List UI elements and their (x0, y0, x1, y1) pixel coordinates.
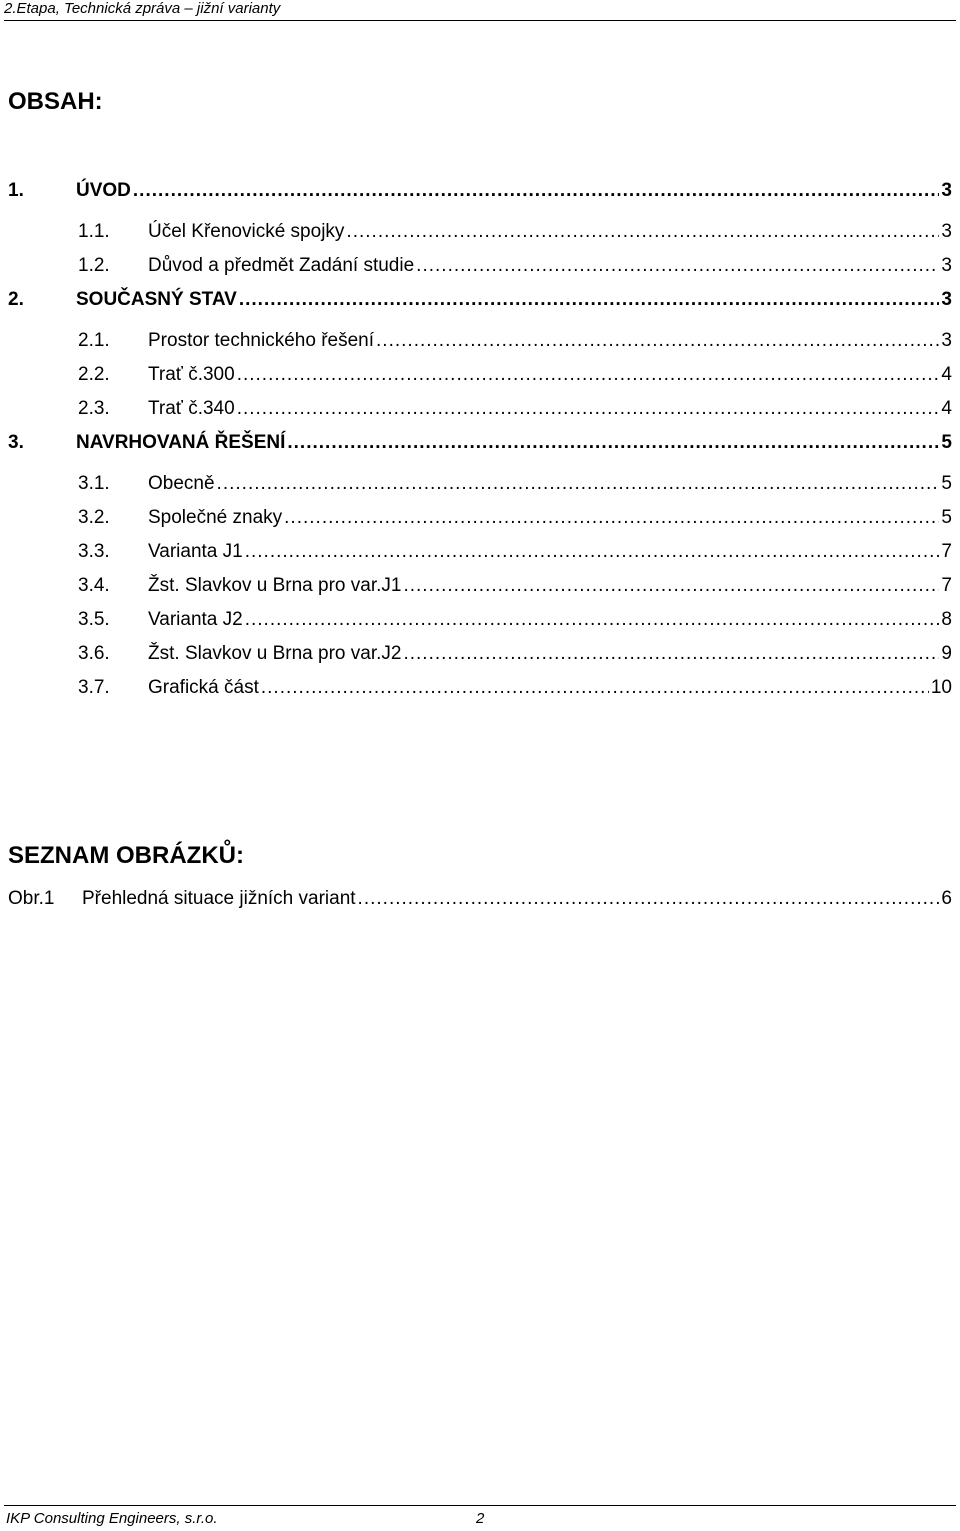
toc-entry[interactable] (8, 575, 952, 609)
figure-entry-page: 6 (941, 888, 952, 909)
toc-entry-title: ÚVOD (76, 180, 131, 201)
toc-leader-dots (284, 507, 939, 529)
figure-entry-title: Přehledná situace jižních variant (82, 888, 356, 909)
toc-entry[interactable] (8, 330, 952, 364)
toc-entry-title: Důvod a předmět Zadání studie (148, 255, 415, 276)
toc-entry-page: 10 (930, 677, 952, 698)
toc-entry-page: 8 (941, 609, 952, 630)
toc-entry-number: 3.1. (78, 473, 110, 494)
toc-entry-page: 3 (941, 330, 952, 351)
toc-entry-page: 9 (941, 643, 952, 664)
toc-leader-dots (245, 609, 940, 631)
toc-entry-title: Žst. Slavkov u Brna pro var.J1 (148, 575, 402, 596)
toc-entry[interactable] (8, 398, 952, 432)
toc-entry[interactable] (8, 473, 952, 507)
toc-entry[interactable] (8, 643, 952, 677)
toc-leader-dots (376, 330, 939, 352)
table-of-contents (8, 180, 952, 711)
toc-entry-page: 4 (941, 364, 952, 385)
toc-entry-title: Varianta J2 (148, 609, 243, 630)
toc-entry-page: 7 (941, 575, 952, 596)
toc-entry-page: 5 (941, 473, 952, 494)
toc-entry[interactable] (8, 221, 952, 255)
toc-entry-title: Grafická část (148, 677, 259, 698)
toc-entry-page: 5 (941, 507, 952, 528)
toc-leader-dots (217, 473, 940, 495)
toc-entry-number: 1.2. (78, 255, 110, 276)
toc-leader-dots (239, 289, 940, 311)
toc-leader-dots (237, 364, 940, 386)
footer-page-number: 2 (476, 1510, 485, 1527)
toc-entry-number: 3.2. (78, 507, 110, 528)
toc-leader-dots (245, 541, 940, 563)
toc-leader-dots (287, 432, 939, 454)
toc-leader-dots (133, 180, 940, 202)
figures-list-title: SEZNAM OBRÁZKŮ: (8, 842, 244, 869)
toc-leader-dots (403, 575, 939, 597)
toc-title: OBSAH: (8, 88, 103, 115)
toc-entry-number: 2.1. (78, 330, 110, 351)
toc-entry-number: 2. (8, 289, 24, 310)
toc-entry-title: SOUČASNÝ STAV (76, 289, 237, 310)
toc-entry[interactable] (8, 677, 952, 711)
toc-entry[interactable] (8, 541, 952, 575)
toc-entry-number: 3.4. (78, 575, 110, 596)
toc-entry[interactable] (8, 432, 952, 473)
toc-entry[interactable] (8, 609, 952, 643)
toc-entry[interactable] (8, 507, 952, 541)
toc-entry[interactable] (8, 180, 952, 221)
figure-entry[interactable] (8, 888, 952, 910)
toc-entry-title: Trať č.340 (148, 398, 235, 419)
toc-leader-dots (403, 643, 939, 665)
toc-entry-title: Prostor technického řešení (148, 330, 375, 351)
toc-entry-number: 1. (8, 180, 24, 201)
toc-entry-number: 1.1. (78, 221, 110, 242)
toc-leader-dots (261, 677, 929, 699)
toc-leader-dots (346, 221, 939, 243)
toc-entry-page: 3 (941, 180, 952, 201)
toc-entry-title: Účel Křenovické spojky (148, 221, 345, 242)
toc-entry-title: NAVRHOVANÁ ŘEŠENÍ (76, 432, 286, 453)
figures-list (8, 888, 952, 910)
toc-entry-title: Varianta J1 (148, 541, 243, 562)
toc-leader-dots (416, 255, 939, 277)
figure-leader-dots (358, 888, 940, 910)
toc-entry-title: Společné znaky (148, 507, 283, 528)
toc-entry-number: 3.5. (78, 609, 110, 630)
toc-entry-number: 3.3. (78, 541, 110, 562)
toc-entry-number: 3. (8, 432, 24, 453)
toc-entry-title: Trať č.300 (148, 364, 235, 385)
toc-entry-page: 3 (941, 255, 952, 276)
toc-entry-page: 3 (941, 289, 952, 310)
toc-entry[interactable] (8, 364, 952, 398)
footer-rule (4, 1505, 956, 1506)
toc-entry[interactable] (8, 255, 952, 289)
header-rule (4, 20, 956, 21)
toc-entry-number: 2.3. (78, 398, 110, 419)
toc-entry-number: 3.7. (78, 677, 110, 698)
toc-entry-title: Žst. Slavkov u Brna pro var.J2 (148, 643, 402, 664)
figure-entry-number: Obr.1 (8, 888, 55, 909)
running-header: 2.Etapa, Technická zpráva – jižní varianty (4, 0, 281, 17)
toc-entry[interactable] (8, 289, 952, 330)
footer-company: IKP Consulting Engineers, s.r.o. (6, 1510, 218, 1527)
toc-entry-page: 4 (941, 398, 952, 419)
toc-leader-dots (237, 398, 940, 420)
toc-entry-page: 3 (941, 221, 952, 242)
toc-entry-number: 3.6. (78, 643, 110, 664)
toc-entry-title: Obecně (148, 473, 215, 494)
toc-entry-page: 5 (941, 432, 952, 453)
toc-entry-page: 7 (941, 541, 952, 562)
toc-entry-number: 2.2. (78, 364, 110, 385)
